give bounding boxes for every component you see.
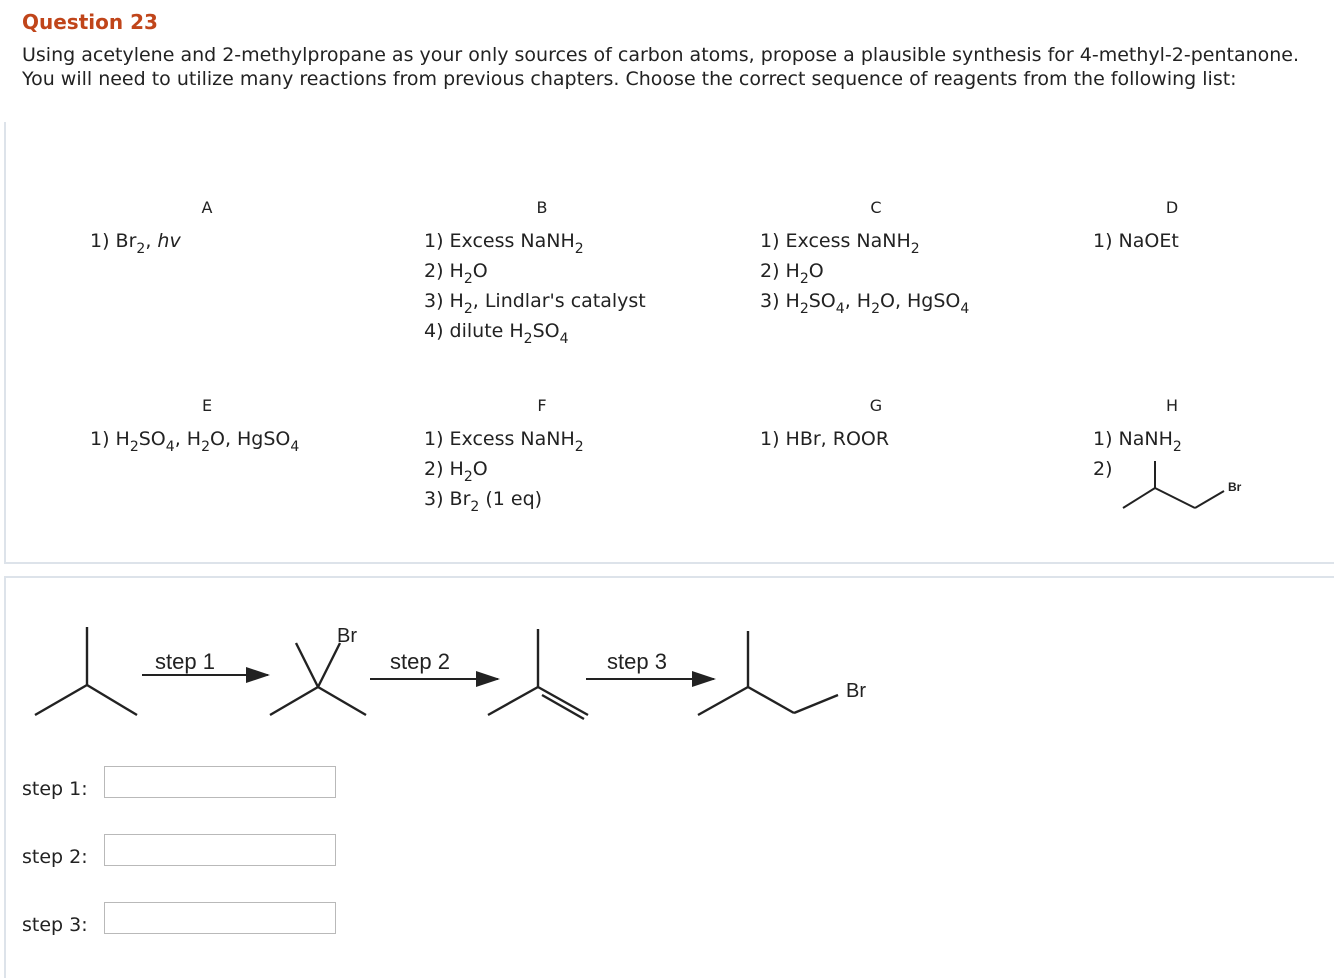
question-title: Question 23 xyxy=(22,10,158,34)
option-a-reagents: 1) $Br_2$, hv xyxy=(90,230,181,257)
option-g-letter: G xyxy=(869,396,883,415)
option-f-reagents: 1) Excess NaNH$_2$ 2) $H_2O$ 3) $Br_2$ (1 eq) xyxy=(424,428,584,515)
product-br-label: Br xyxy=(846,680,866,702)
option-d-reagents: 1) NaOEt xyxy=(1093,230,1179,252)
option-h-reagents: 1) NaNH$_2$ 2) xyxy=(1093,428,1182,480)
option-a-letter: A xyxy=(201,198,213,217)
option-d-letter: D xyxy=(1165,198,1179,217)
option-c-letter: C xyxy=(870,198,882,217)
step-1-arrow-label: step 1 xyxy=(155,649,215,674)
option-c-reagents: 1) Excess NaNH$_2$ 2) $H_2O$ 3) $H_2SO_4$, $H_2O$, HgSO$_4$ xyxy=(760,230,970,317)
step-3-input[interactable] xyxy=(104,902,336,934)
br-atom-label: Br xyxy=(1228,480,1242,494)
option-b-letter: B xyxy=(536,198,548,217)
isobutyl-bromide-structure xyxy=(1118,455,1258,515)
step-3-label: step 3: xyxy=(22,914,88,936)
isobutyl-bromide-product-structure xyxy=(698,631,838,715)
option-e-letter: E xyxy=(201,396,213,415)
isobutane-structure xyxy=(35,627,137,715)
option-f-letter: F xyxy=(537,396,547,415)
option-h-letter: H xyxy=(1165,396,1179,415)
tert-butyl-bromide-structure xyxy=(270,643,366,715)
option-g-reagents: 1) HBr, ROOR xyxy=(760,428,890,450)
isobutylene-structure xyxy=(488,629,588,719)
synthesis-scheme xyxy=(20,615,900,725)
step-3-arrow-label: step 3 xyxy=(607,649,667,674)
option-e-reagents: 1) $H_2SO_4$, $H_2O$, HgSO$_4$ xyxy=(90,428,300,455)
step-2-label: step 2: xyxy=(22,846,88,868)
step-2-arrow-label: step 2 xyxy=(390,649,450,674)
step-2-input[interactable] xyxy=(104,834,336,866)
tert-butyl-br-label: Br xyxy=(337,625,357,647)
step-1-input[interactable] xyxy=(104,766,336,798)
step-1-label: step 1: xyxy=(22,778,88,800)
question-prompt: Using acetylene and 2-methylpropane as your only sources of carbon atoms, propose a plausible synthesis for 4-methyl-2-pentanone. You will need to utilize many reactions from previous chapters. Choose the correct sequence of reagents from the following list: xyxy=(22,44,1300,90)
option-b-reagents: 1) Excess NaNH$_2$ 2) $H_2O$ 3) $H_2$, Lindlar's catalyst 4) dilute $H_2SO_4$ xyxy=(424,230,646,347)
